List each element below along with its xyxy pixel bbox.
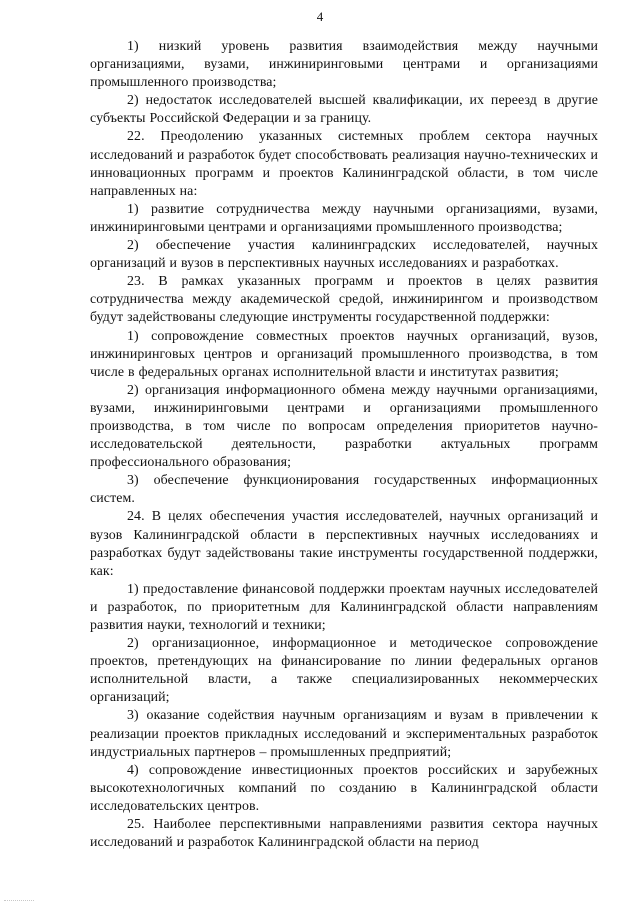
- paragraph-23-3-information-systems: 3) обеспечение функционирования государственных информационных систем.: [90, 473, 598, 507]
- paragraph-23-1-joint-projects: 1) сопровождение совместных проектов научных организаций, вузов, инжиниринговых центров и организаций промышленного производства, в том числе в федеральных органах исполнительной власти и институтах развития;: [90, 328, 598, 380]
- page-number: 4: [316, 9, 324, 24]
- paragraph-24-1-financial-support: 1) предоставление финансовой поддержки проектам научных исследователей и разработок, по приоритетным для Калининградской области направлениям развития науки, технологий и техники;: [90, 581, 598, 633]
- paragraph-24-3-industrial-partners: 3) оказание содействия научным организациям и вузам в привлечении к реализации проектов прикладных исследований и экспериментальных разработок индустриальных партнеров – промышленных предприятий;: [90, 708, 598, 760]
- paragraph-24-2-organizational-support: 2) организационное, информационное и методическое сопровождение проектов, претендующих на финансирование по линии федеральных органов исполнительной власти, а также специализированных некоммерческих организаций;: [90, 636, 598, 706]
- scan-edge-mark: [4, 900, 34, 903]
- paragraph-22-1-cooperation: 1) развитие сотрудничества между научными организациями, вузами, инжиниринговыми центрами и организациями промышленного производства;: [90, 201, 598, 235]
- paragraph-22-overcoming-problems: 22. Преодолению указанных системных проблем сектора научных исследований и разработок будет способствовать реализация научно-технических и инновационных программ и проектов Калининградской области, в том числе направленных на:: [90, 129, 598, 199]
- paragraph-24-support-instruments: 24. В целях обеспечения участия исследователей, научных организаций и вузов Калининградской области в перспективных научных исследованиях и разработках будут задействованы такие инструменты государственной поддержки, как:: [90, 509, 598, 579]
- paragraph-23-support-tools: 23. В рамках указанных программ и проектов в целях развития сотрудничества между академической средой, инжинирингом и производством будут задействованы следующие инструменты государственной поддержки:: [90, 274, 598, 326]
- paragraph-25-promising-directions: 25. Наиболее перспективными направлениями развития сектора научных исследований и разработок Калининградской области на период: [90, 817, 598, 851]
- document-body: [90, 38, 598, 852]
- paragraph-23-2-information-exchange: 2) организация информационного обмена между научными организациями, вузами, инжиниринговыми центрами и организациями промышленного производства, в том числе по вопросам определения приоритетов научно-исследовательской деятельности, разработки актуальных программ профессионального образования;: [90, 382, 598, 471]
- paragraph-22-2-participation: 2) обеспечение участия калининградских исследователей, научных организаций и вузов в перспективных научных исследованиях и разработках.: [90, 238, 598, 272]
- paragraph-2-researcher-shortage: 2) недостаток исследователей высшей квалификации, их переезд в другие субъекты Российской Федерации и за границу.: [90, 93, 598, 127]
- paragraph-1-low-interaction: 1) низкий уровень развития взаимодействия между научными организациями, вузами, инжиниринговыми центрами и организациями промышленного производства;: [90, 39, 598, 91]
- paragraph-24-4-investment-projects: 4) сопровождение инвестиционных проектов российских и зарубежных высокотехнологичных компаний по созданию в Калининградской области исследовательских центров.: [90, 762, 598, 814]
